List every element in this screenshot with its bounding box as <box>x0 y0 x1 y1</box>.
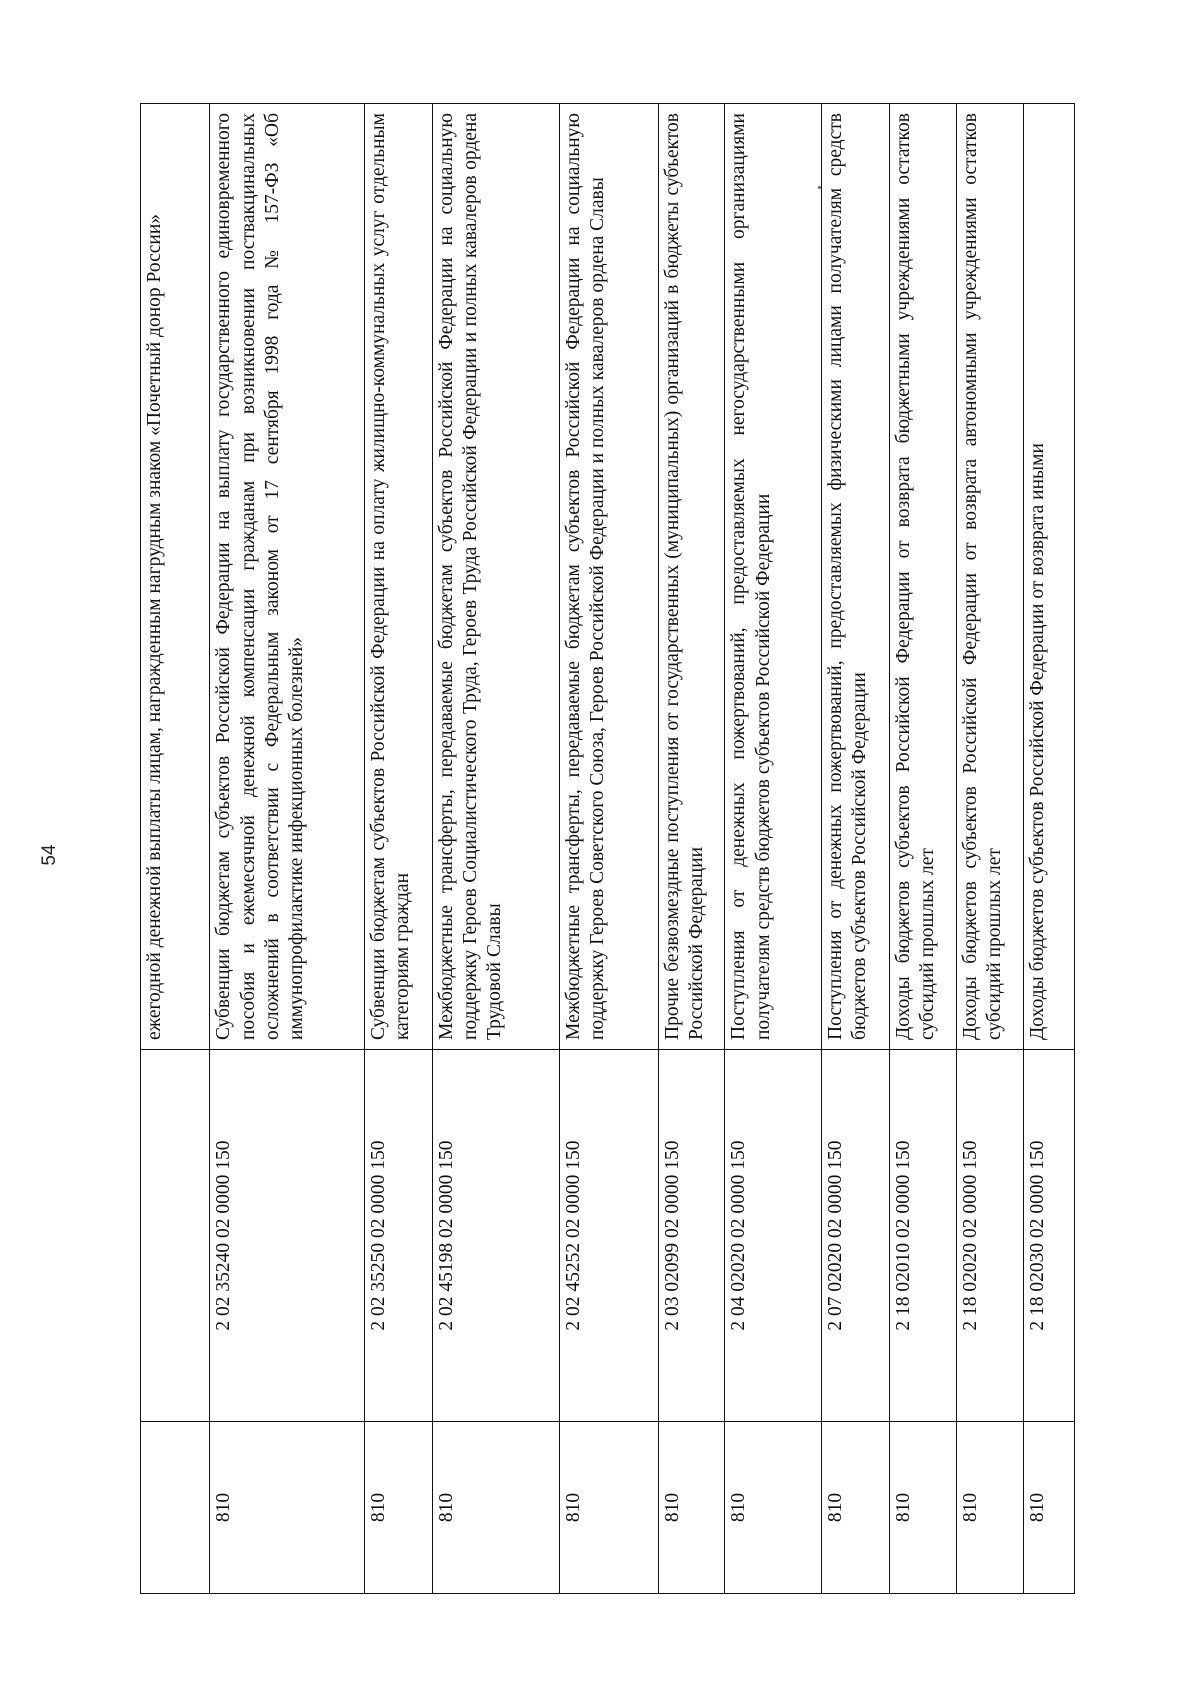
budget-code-cell: 2 18 02010 02 0000 150 <box>889 1050 956 1422</box>
budget-code-cell <box>141 1050 210 1422</box>
budget-code-cell: 2 18 02020 02 0000 150 <box>957 1050 1024 1422</box>
budget-code-cell: 2 02 45198 02 0000 150 <box>432 1050 559 1422</box>
admin-code-cell: 810 <box>210 1422 365 1594</box>
admin-code-cell: 810 <box>560 1422 659 1594</box>
revenue-name-cell: Доходы бюджетов субъектов Российской Федерации от возврата иными <box>1024 104 1075 1050</box>
table-row <box>141 104 210 1594</box>
admin-code-cell: 810 <box>822 1422 889 1594</box>
revenue-name-cell: Субвенции бюджетам субъектов Российской Федерации на выплату государственного единовременного пособия и ежемесячной денежной компенсации гражданам при возникновении поствакцинальных осложнений в соответствии с Федеральным законом от 17 сентября 1998 года № 157-ФЗ «Об иммунопрофилактике инфекционных болезней» <box>210 104 365 1050</box>
budget-code-cell: 2 07 02020 02 0000 150 <box>822 1050 889 1422</box>
revenue-name-cell: Поступления от денежных пожертвований, предоставляемых физическими лицами получателям средств бюджетов субъектов Российской Федерации <box>822 104 889 1050</box>
admin-code-cell: 810 <box>365 1422 432 1594</box>
revenue-name-cell: Доходы бюджетов субъектов Российской Федерации от возврата автономными учреждениями остатков субсидий прошлых лет <box>957 104 1024 1050</box>
page-number: 54 <box>39 844 60 866</box>
budget-code-cell: 2 04 02020 02 0000 150 <box>725 1050 822 1422</box>
budget-code-cell: 2 02 35240 02 0000 150 <box>210 1050 365 1422</box>
budget-code-cell: 2 02 35250 02 0000 150 <box>365 1050 432 1422</box>
table-row <box>822 104 889 1594</box>
scan-speck <box>818 186 821 189</box>
table-row <box>659 104 725 1594</box>
table-row <box>725 104 822 1594</box>
revenue-name-cell: Доходы бюджетов субъектов Российской Федерации от возврата бюджетными учреждениями остатков субсидий прошлых лет <box>889 104 956 1050</box>
budget-code-cell: 2 02 45252 02 0000 150 <box>560 1050 659 1422</box>
table-row <box>432 104 559 1594</box>
table-row <box>957 104 1024 1594</box>
admin-code-cell: 810 <box>1024 1422 1075 1594</box>
admin-code-cell <box>141 1422 210 1594</box>
revenue-name-cell: Прочие безвозмездные поступления от государственных (муниципальных) организаций в бюджеты субъектов Российской Федерации <box>659 104 725 1050</box>
table-row <box>560 104 659 1594</box>
revenue-name-cell: Субвенции бюджетам субъектов Российской Федерации на оплату жилищно-коммунальных услуг отдельным категориям граждан <box>365 104 432 1050</box>
table-row <box>365 104 432 1594</box>
revenue-name-cell: Межбюджетные трансферты, передаваемые бюджетам субъектов Российской Федерации на социальную поддержку Героев Социалистического Труда, Героев Труда Российской Федерации и полных кавалеров ордена Трудовой Славы <box>432 104 559 1050</box>
admin-code-cell: 810 <box>889 1422 956 1594</box>
table-row <box>210 104 365 1594</box>
revenue-name-cell: Межбюджетные трансферты, передаваемые бюджетам субъектов Российской Федерации на социальную поддержку Героев Советского Союза, Героев Российской Федерации и полных кавалеров ордена Славы <box>560 104 659 1050</box>
budget-code-cell: 2 18 02030 02 0000 150 <box>1024 1050 1075 1422</box>
revenue-name-cell: ежегодной денежной выплаты лицам, награжденным нагрудным знаком «Почетный донор России» <box>141 104 210 1050</box>
budget-code-cell: 2 03 02099 02 0000 150 <box>659 1050 725 1422</box>
table-row <box>1024 104 1075 1594</box>
table-row <box>889 104 956 1594</box>
budget-revenue-table <box>140 103 1075 1594</box>
admin-code-cell: 810 <box>725 1422 822 1594</box>
admin-code-cell: 810 <box>432 1422 559 1594</box>
admin-code-cell: 810 <box>957 1422 1024 1594</box>
admin-code-cell: 810 <box>659 1422 725 1594</box>
revenue-name-cell: Поступления от денежных пожертвований, предоставляемых негосударственными организациями получателям средств бюджетов субъектов Российской Федерации <box>725 104 822 1050</box>
